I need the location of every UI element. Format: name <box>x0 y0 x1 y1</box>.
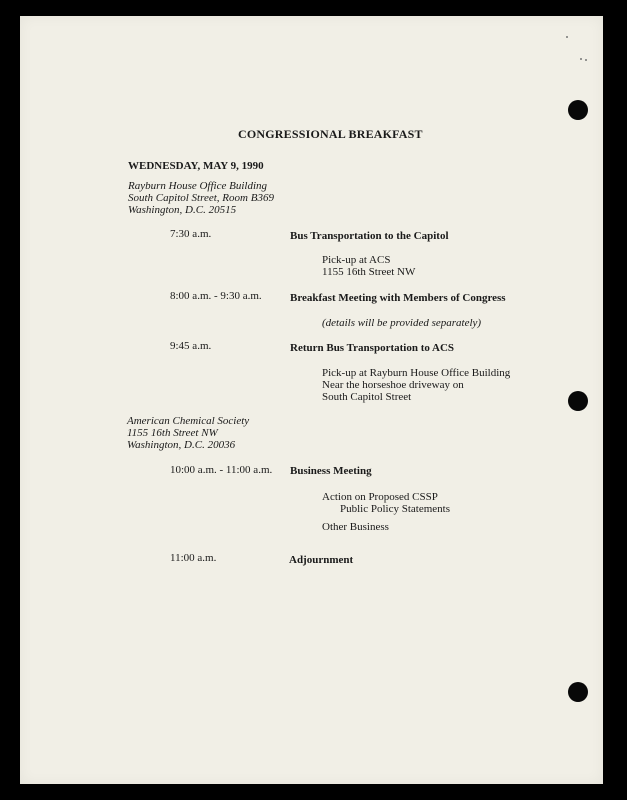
paper-speck <box>580 58 582 60</box>
schedule-event: Business Meeting <box>290 465 372 477</box>
schedule-detail: South Capitol Street <box>322 391 412 403</box>
schedule-time: 11:00 a.m. <box>170 552 217 564</box>
paper-speck <box>585 59 587 61</box>
location-line: South Capitol Street, Room B369 <box>128 192 274 204</box>
schedule-event: Return Bus Transportation to ACS <box>290 342 455 354</box>
schedule-detail: Near the horseshoe driveway on <box>322 379 464 391</box>
schedule-time: 10:00 a.m. - 11:00 a.m. <box>170 464 273 476</box>
location-line: American Chemical Society <box>127 415 250 427</box>
location-line: Washington, D.C. 20515 <box>128 204 237 216</box>
schedule-time: 8:00 a.m. - 9:30 a.m. <box>170 290 262 302</box>
schedule-detail: Action on Proposed CSSP <box>322 491 438 503</box>
document-page <box>20 16 603 784</box>
schedule-detail: Public Policy Statements <box>340 503 450 515</box>
schedule-detail: (details will be provided separately) <box>322 317 482 329</box>
event-date: WEDNESDAY, MAY 9, 1990 <box>128 160 264 172</box>
location-line: 1155 16th Street NW <box>127 427 218 439</box>
schedule-detail: Pick-up at ACS <box>322 254 391 266</box>
punch-hole <box>568 100 588 120</box>
schedule-detail: Pick-up at Rayburn House Office Building <box>322 367 511 379</box>
schedule-time: 7:30 a.m. <box>170 228 212 240</box>
schedule-detail: 1155 16th Street NW <box>322 266 416 278</box>
document-title: CONGRESSIONAL BREAKFAST <box>238 127 423 141</box>
location-line: Washington, D.C. 20036 <box>127 439 236 451</box>
schedule-event: Adjournment <box>289 554 354 566</box>
paper-speck <box>566 36 568 38</box>
location-line: Rayburn House Office Building <box>128 180 268 192</box>
schedule-time: 9:45 a.m. <box>170 340 212 352</box>
schedule-detail: Other Business <box>322 521 389 533</box>
schedule-event: Breakfast Meeting with Members of Congress <box>290 292 506 304</box>
punch-hole <box>568 682 588 702</box>
punch-hole <box>568 391 588 411</box>
schedule-event: Bus Transportation to the Capitol <box>290 230 449 242</box>
